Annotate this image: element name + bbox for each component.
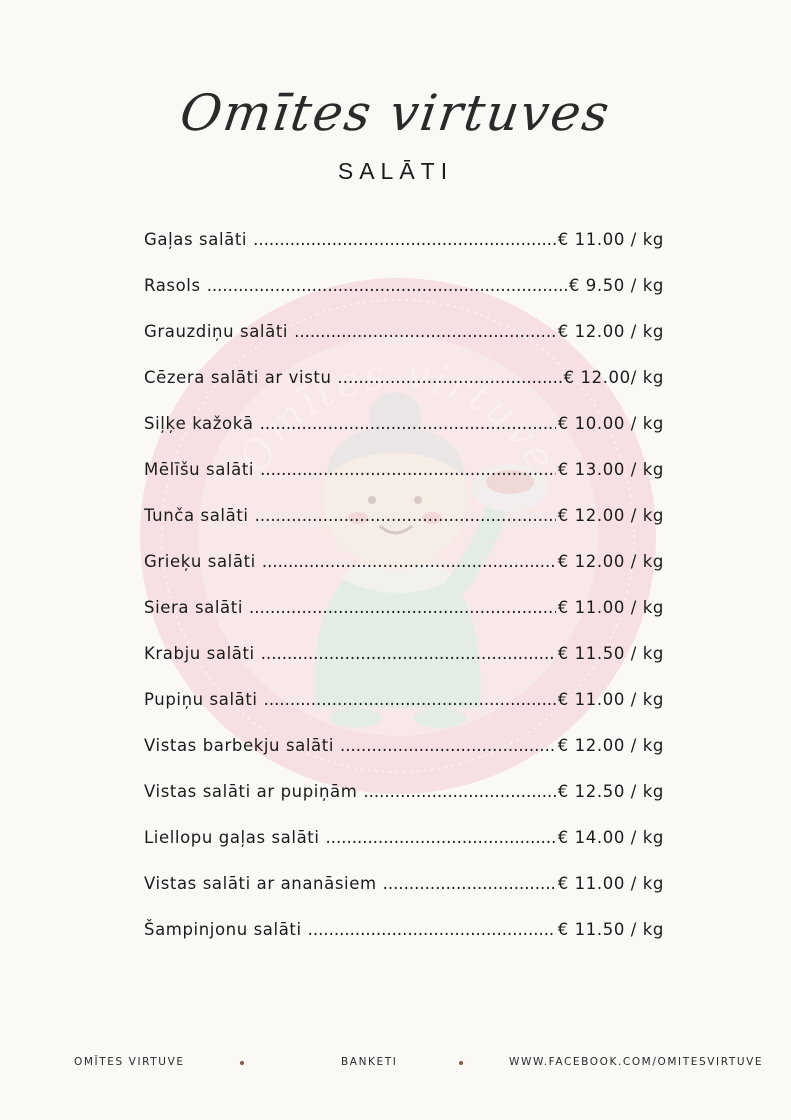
- dot-leader: [338, 366, 562, 390]
- list-item: [144, 596, 664, 642]
- list-item: [144, 320, 664, 366]
- dot-leader: [260, 412, 556, 436]
- item-name: Grieķu salāti: [144, 552, 256, 571]
- footer-banquets: BANKETI: [341, 1056, 398, 1068]
- list-item: [144, 734, 664, 780]
- list-item: [144, 550, 664, 596]
- dot-leader: [264, 688, 556, 712]
- item-name: Liellopu gaļas salāti: [144, 828, 320, 847]
- item-price: € 11.00 / kg: [557, 874, 664, 893]
- menu-list: [144, 228, 664, 964]
- list-item: [144, 780, 664, 826]
- item-price: € 11.50 / kg: [557, 920, 664, 939]
- dot-leader: [207, 274, 567, 298]
- dot-leader: [308, 918, 556, 942]
- item-price: € 11.50 / kg: [557, 644, 664, 663]
- item-name: Šampinjonu salāti: [144, 920, 302, 939]
- item-price: € 9.50 / kg: [568, 276, 664, 295]
- list-item: [144, 688, 664, 734]
- dot-leader: [383, 872, 556, 896]
- dot-leader: [260, 458, 556, 482]
- item-price: € 12.00 / kg: [557, 736, 664, 755]
- item-price: € 11.00 / kg: [557, 598, 664, 617]
- item-name: Vistas salāti ar ananāsiem: [144, 874, 377, 893]
- item-price: € 13.00 / kg: [557, 460, 664, 479]
- page-title: SALĀTI: [337, 158, 454, 184]
- item-price: € 12.00 / kg: [557, 552, 664, 571]
- item-name: Krabju salāti: [144, 644, 255, 663]
- list-item: [144, 274, 664, 320]
- footer-brand: OMĪTES VIRTUVE: [74, 1056, 185, 1068]
- dot-leader: [262, 550, 556, 574]
- item-price: € 12.00/ kg: [563, 368, 664, 387]
- item-price: € 11.00 / kg: [557, 690, 664, 709]
- list-item: [144, 412, 664, 458]
- list-item: [144, 366, 664, 412]
- watermark-logo-text: Omītes virtuve: [230, 351, 566, 481]
- dot-leader: [249, 596, 556, 620]
- list-item: [144, 504, 664, 550]
- footer: [0, 1056, 791, 1070]
- item-name: Rasols: [144, 276, 201, 295]
- dot-leader: [326, 826, 556, 850]
- item-name: Vistas barbekju salāti: [144, 736, 335, 755]
- list-item: [144, 826, 664, 872]
- item-name: Grauzdiņu salāti: [144, 322, 289, 341]
- page-script-title: Omītes virtuves: [176, 84, 615, 142]
- item-name: Siera salāti: [144, 598, 244, 617]
- item-name: Tunča salāti: [144, 506, 249, 525]
- footer-facebook-link[interactable]: WWW.FACEBOOK.COM/OMITESVIRTUVE: [509, 1056, 764, 1068]
- item-price: € 12.00 / kg: [557, 506, 664, 525]
- list-item: [144, 918, 664, 964]
- list-item: [144, 642, 664, 688]
- item-name: Siļķe kažokā: [144, 414, 254, 433]
- dot-leader: [294, 320, 556, 344]
- item-price: € 11.00 / kg: [557, 230, 664, 249]
- item-name: Pupiņu salāti: [144, 690, 258, 709]
- item-name: Mēlīšu salāti: [144, 460, 255, 479]
- dot-leader: [340, 734, 556, 758]
- dot-leader: [253, 228, 556, 252]
- item-name: Cēzera salāti ar vistu: [144, 368, 332, 387]
- footer-separator-dot: [240, 1061, 244, 1065]
- footer-separator-dot: [459, 1061, 463, 1065]
- item-name: Gaļas salāti: [144, 230, 248, 249]
- dot-leader: [255, 504, 556, 528]
- item-price: € 12.50 / kg: [557, 782, 664, 801]
- list-item: [144, 458, 664, 504]
- list-item: [144, 228, 664, 274]
- item-price: € 12.00 / kg: [557, 322, 664, 341]
- dot-leader: [261, 642, 556, 666]
- list-item: [144, 872, 664, 918]
- dot-leader: [363, 780, 555, 804]
- item-price: € 14.00 / kg: [557, 828, 664, 847]
- item-price: € 10.00 / kg: [557, 414, 664, 433]
- item-name: Vistas salāti ar pupiņām: [144, 782, 358, 801]
